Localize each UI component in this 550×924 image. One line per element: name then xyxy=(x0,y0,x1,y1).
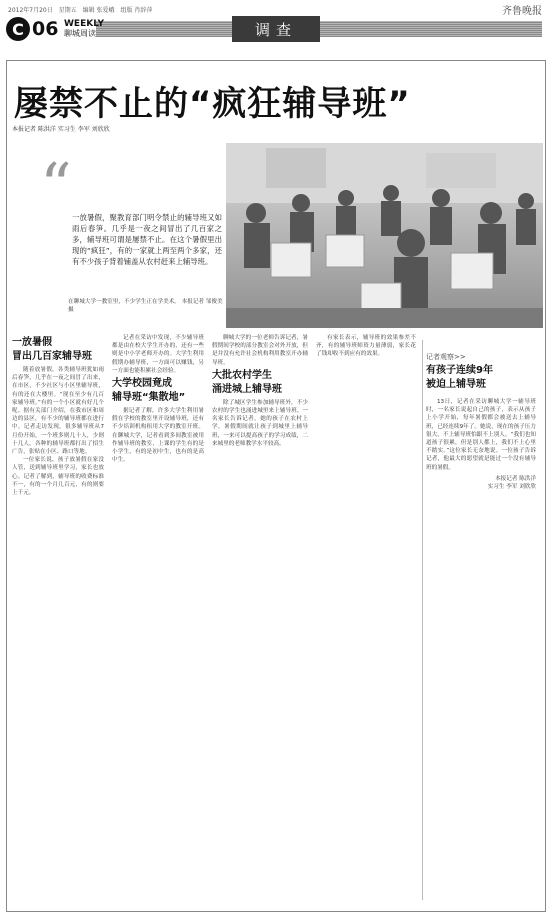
sidebar-title: 有孩子连续9年 被迫上辅导班 xyxy=(426,365,493,390)
classroom-photo-image xyxy=(226,143,543,328)
column-1 xyxy=(12,334,104,497)
weekly-label: WEEKLY xyxy=(64,19,105,29)
sidebar-text: 13日，记者在采访聊城大学一辅导班时，一名家长说起自己的孩子，表示从孩子上小学开始，每年暑假都会被送去上辅导班，已经连续9年了。她说，现在的孩子压力很大，不上辅导班怕跟不上别人。“我们也知道孩子很累，但是别人都上，我们不上心里不踏实。”这位家长无奈地说。一位孩子告诉记者，他最大的愿望就是能过一个没有辅导班的暑假。 xyxy=(426,399,536,471)
newspaper-name: 齐鲁晚报 xyxy=(502,5,542,17)
column-2-text-2: 据记者了解，许多大学生利用暑假在学校的教室里开设辅导班，还有不少培训机构租用大学的教室开班。在聊城大学，记者看到多间教室被用作辅导班的教室，上课的学生有的是小学生，有的是初中生，也有的是高中生。 xyxy=(112,408,204,464)
column-2-text: 记者在采访中发现，不少辅导班都是由在校大学生开办的，还有一些则是中小学老师开办的。大学生利用假期办辅导班，一方面可以赚钱，另一方面也能积累社会经验。 xyxy=(112,335,204,374)
editor-credit: 编辑 张爱峨 xyxy=(82,6,115,14)
article-lead: 一放暑假，聚教育部门明令禁止的辅导班又如雨后春笋。几乎是一夜之间冒出了几百家之多，辅导班可谓是屡禁不止。在这个暑假里出现的“疯狂”，有的一家就上两至两个多家，还有不少孩子背着铺盖从农村赶来上辅导班。 xyxy=(72,213,222,266)
page-topbar xyxy=(8,4,542,17)
sidebar-source: 本报记者 陈洪洋 实习生 李军 刘欣欣 xyxy=(487,475,536,490)
sidebar-tag: 记者观察>> xyxy=(426,353,466,361)
quote-mark-icon: “ xyxy=(40,149,72,222)
section-letter-badge: C xyxy=(6,17,30,41)
page-number: 06 xyxy=(32,18,59,40)
section-header xyxy=(0,16,550,42)
column-3-text: 聊城大学的一位老师告诉记者，暑假期间学校的部分教室会对外开放，但是并没有允许社会机构利用教室开办辅导班。 xyxy=(212,335,308,366)
column-1-text-2: 一位家长说，孩子放暑假在家没人管，送到辅导班里学习，家长也放心。记者了解到，辅导班的收费标准不一，有的一个月几百元，有的则要上千元。 xyxy=(12,457,104,497)
article-byline: 本报记者 陈洪洋 实习生 李军 刘欣欣 xyxy=(12,126,110,133)
subhead-1: 一放暑假 冒出几百家辅导班 xyxy=(12,337,92,362)
subhead-3: 大批农村学生 涌进城上辅导班 xyxy=(212,369,282,395)
column-3 xyxy=(212,334,308,448)
observation-sidebar xyxy=(426,352,536,490)
photo-caption: 在聊城大学一教室里，不少学生正在学美术。 本报记者 邹俊美 摄 xyxy=(68,299,223,313)
issue-date: 2012年7月20日 xyxy=(8,6,53,14)
sidebar-divider xyxy=(422,340,423,900)
sidebar-body xyxy=(426,398,536,472)
column-1-text: 随着放暑假，各类辅导班犹如雨后春笋，几乎在一夜之间冒了出来，在市区，不少社区与小区里辅导班，有的还在大楼里。“现在至少有几百家辅导班。”有的一个小区就有好几个呢。据有关部门介绍，在我市区和周边的县区，有不少的辅导班都在进行中。记者走访发现，很多辅导班从7月份开始，一个班多则几十人，少则十几人。各种的辅导班都打出了招生广告，张贴在小区、路口等地。 xyxy=(12,367,104,456)
subhead-2: 大学校园竟成 辅导班“集散地” xyxy=(112,378,186,404)
designer-credit: 组版 肖辞萍 xyxy=(120,6,153,14)
column-3-text-2: 除了城区学生参加辅导班外，不少农村的学生也涌进城里来上辅导班。一名家长告诉记者，她的孩子在农村上学，暑假期间就让孩子到城里上辅导班，一来可以提高孩子的学习成绩，二来城里的老师教学水平较高。 xyxy=(212,399,308,447)
column-2 xyxy=(112,334,204,464)
weekly-cn-label: 聊城周读 xyxy=(64,29,96,38)
column-4 xyxy=(316,334,416,359)
topbar-meta xyxy=(8,5,156,14)
classroom-photo xyxy=(226,143,543,328)
article-headline: 屡禁不止的“疯狂辅导班” xyxy=(14,84,411,124)
section-title: 调查 xyxy=(232,16,320,42)
column-4-text: 有家长表示，辅导班的效果参差不齐，有的辅导班师资力量薄弱，家长花了钱却收不到应有的效果。 xyxy=(316,335,416,358)
issue-weekday: 星期五 xyxy=(58,6,77,14)
